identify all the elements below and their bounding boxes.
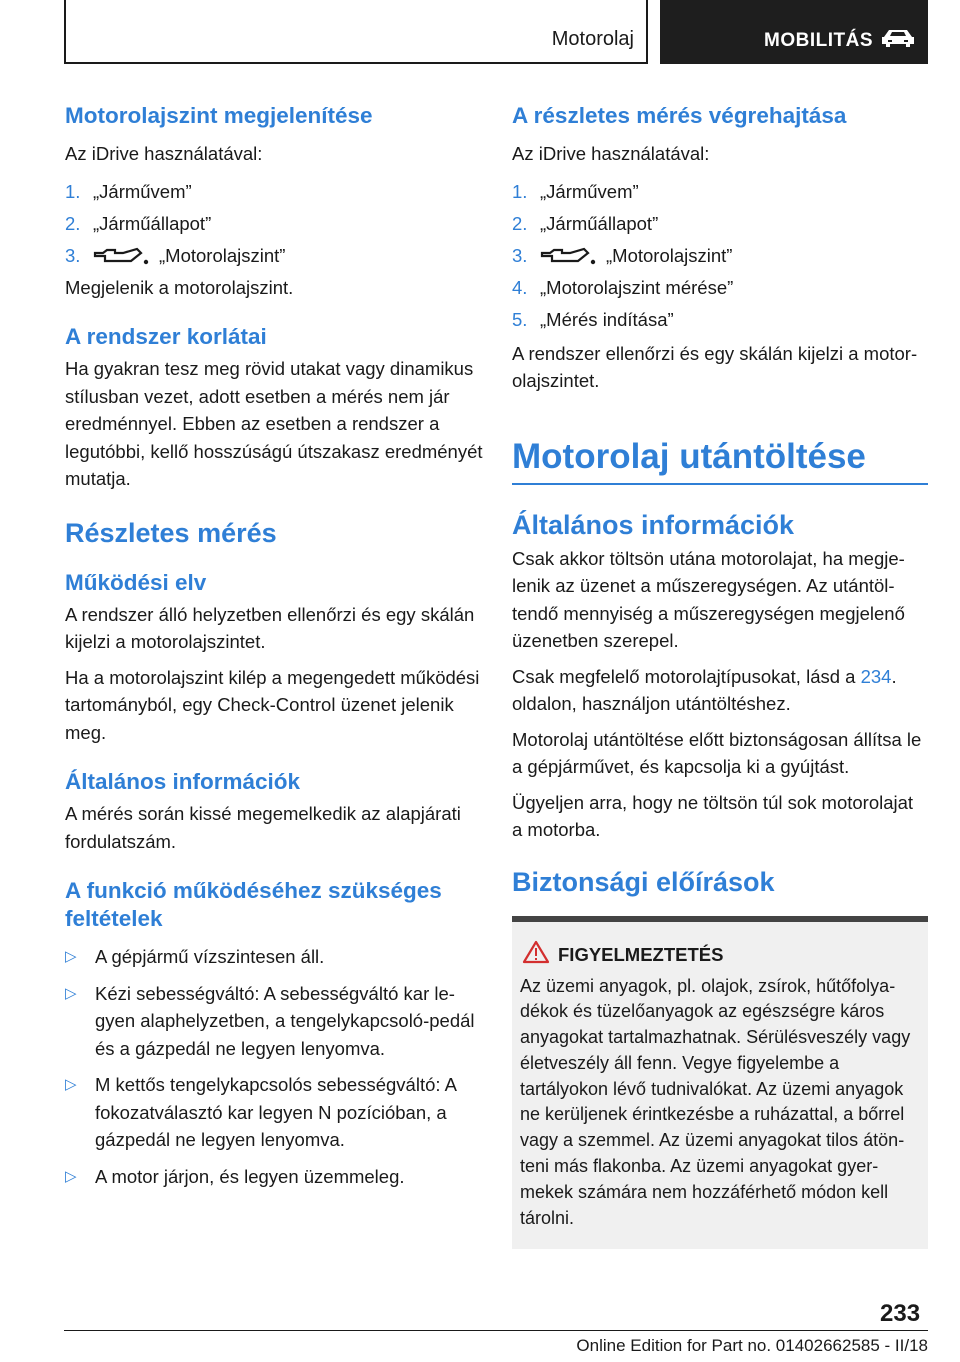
header-chapter-tab[interactable] <box>660 0 928 64</box>
display-steps <box>65 176 485 272</box>
triangle-bullet-icon: ▷ <box>65 948 77 965</box>
measure-heading: A részletes mérés végrehajtása <box>512 103 847 128</box>
measure-result: A rendszer ellenőrzi és egy skálán kijelzi a motorolajszintet. <box>512 342 918 391</box>
list-item: ▷ A gépjármű vízszintesen áll. <box>65 943 485 971</box>
triangle-bullet-icon: ▷ <box>65 1167 77 1185</box>
safety-heading: Biztonsági előírások <box>512 866 775 897</box>
list-item: ▷ A motor járjon, és legyen üzemmeleg. <box>65 1163 485 1191</box>
list-item: 1. „Járművem” <box>512 180 639 202</box>
measure-intro: Az iDrive használatával: <box>512 143 710 164</box>
display-result: Megjelenik a motorolajszint. <box>65 276 294 298</box>
footer-edition: Online Edition for Part no. 01402662585 - II/18 <box>576 1336 928 1355</box>
info-text-3: Motorolaj utántöltése előtt biztonságosan állítsa le a gépjárművet, és kapcsolja ki a gyújtást. <box>512 728 922 777</box>
general-text: A mérés során kissé megemelkedik az alapjárati fordulatszám. <box>65 803 461 852</box>
info-text-1: Csak akkor töltsön utána motorolajat, ha megjelenik az üzenet a műszeregységen. Az utántöltendő mennyiség a műszeregységen megjelenő üzenetben szerepel. <box>512 547 905 651</box>
list-item: 2. „Járműállapot” <box>65 212 212 234</box>
info-heading: Általános információk <box>512 509 795 540</box>
warning-text: Az üzemi anyagok, pl. olajok, zsírok, hűtőfolyadékok és tüzelőanyagok az egészségre káros anyagokat tartalmazhatnak. Sérülésveszély vagy életveszély áll fenn. Vegye figyelembe a tartályokon lévő tudnivalókat. Az üzemi anyagok ne kerüljenek érintkezésbe a ruházattal, a bőrrel vagy a szemmel. Az üzemi anyagokat tilos átönteni más flakonba. Az üzemi anyagokat gyermekek számára nem hozzáférhető módon kell tárolni. <box>520 975 911 1228</box>
page-reference-link[interactable]: 234 <box>860 665 892 687</box>
right-column <box>512 102 928 1249</box>
topup-heading: Motorolaj utántöltése <box>512 436 866 476</box>
info-text-2: Csak megfelelő motorolajtípusokat, lásd a 234. oldalon, használjon utántöltéshez. <box>512 665 897 714</box>
header-section-box <box>64 0 648 64</box>
info-text-4: Ügyeljen arra, hogy ne töltsön túl sok motorolajat a motorba. <box>512 791 914 840</box>
footer-rule <box>64 1330 928 1331</box>
list-item: 1. „Járművem” <box>65 180 192 202</box>
principle-heading: Működési elv <box>65 569 207 595</box>
car-icon <box>880 28 916 48</box>
list-item: 3. „Motorolajszint” <box>65 244 286 266</box>
list-item: 2. „Járműállapot” <box>512 212 659 234</box>
detailed-heading: Részletes mérés <box>65 517 277 548</box>
display-intro: Az iDrive használatával: <box>65 143 263 164</box>
list-item: ▷ Kézi sebességváltó: A sebességváltó kar legyen alaphelyzetben, a tengelykapcsoló-pedál és a gázpedál ne legyen lenyomva. <box>65 980 485 1063</box>
principle-text-1: A rendszer álló helyzetben ellenőrzi és egy skálán kijelzi a motorolajszintet. <box>65 603 475 652</box>
conditions-list <box>65 943 485 1190</box>
warning-title: FIGYELMEZTETÉS <box>520 942 920 968</box>
list-item: 4. „Motorolajszint mérése” <box>512 276 734 298</box>
heading-rule <box>512 483 928 485</box>
triangle-bullet-icon: ▷ <box>65 984 77 1002</box>
warning-triangle-icon <box>522 940 550 964</box>
limits-heading: A rendszer korlátai <box>65 324 267 349</box>
left-column <box>65 102 485 1199</box>
limits-text: Ha gyakran tesz meg rövid utakat vagy dinamikus stílusban vezet, adott esetben a mérés nem jár eredménnyel. Ebben az esetben a rendszer a legutóbbi, kellő hosszúságú útszakasz eredményét mutatja. <box>65 358 483 489</box>
list-item: 5. „Mérés indítása” <box>512 308 674 330</box>
display-heading: Motorolajszint megjelenítése <box>65 103 373 128</box>
conditions-heading: A funkció működéséhez szükséges feltételek <box>65 878 442 931</box>
page-number: 233 <box>880 1300 921 1327</box>
triangle-bullet-icon: ▷ <box>65 1076 77 1093</box>
list-item: ▷ M kettős tengelykapcsolós sebességváltó: A fokozatválasztó kar legyen N pozícióban, a gázpedál ne legyen lenyomva. <box>65 1071 485 1154</box>
general-heading: Általános információk <box>65 769 301 794</box>
oil-can-icon <box>93 247 149 265</box>
header-chapter-label: MOBILITÁS <box>764 30 873 51</box>
header-section-title: Motorolaj <box>551 28 634 50</box>
principle-text-2: Ha a motorolajszint kilép a megengedett működési tartományból, egy Check-Control üzenet jelenik meg. <box>65 666 480 743</box>
measure-steps <box>512 176 928 336</box>
oil-can-icon <box>540 247 596 265</box>
warning-box <box>512 916 928 1250</box>
list-item: 3. „Motorolajszint” <box>512 244 733 266</box>
